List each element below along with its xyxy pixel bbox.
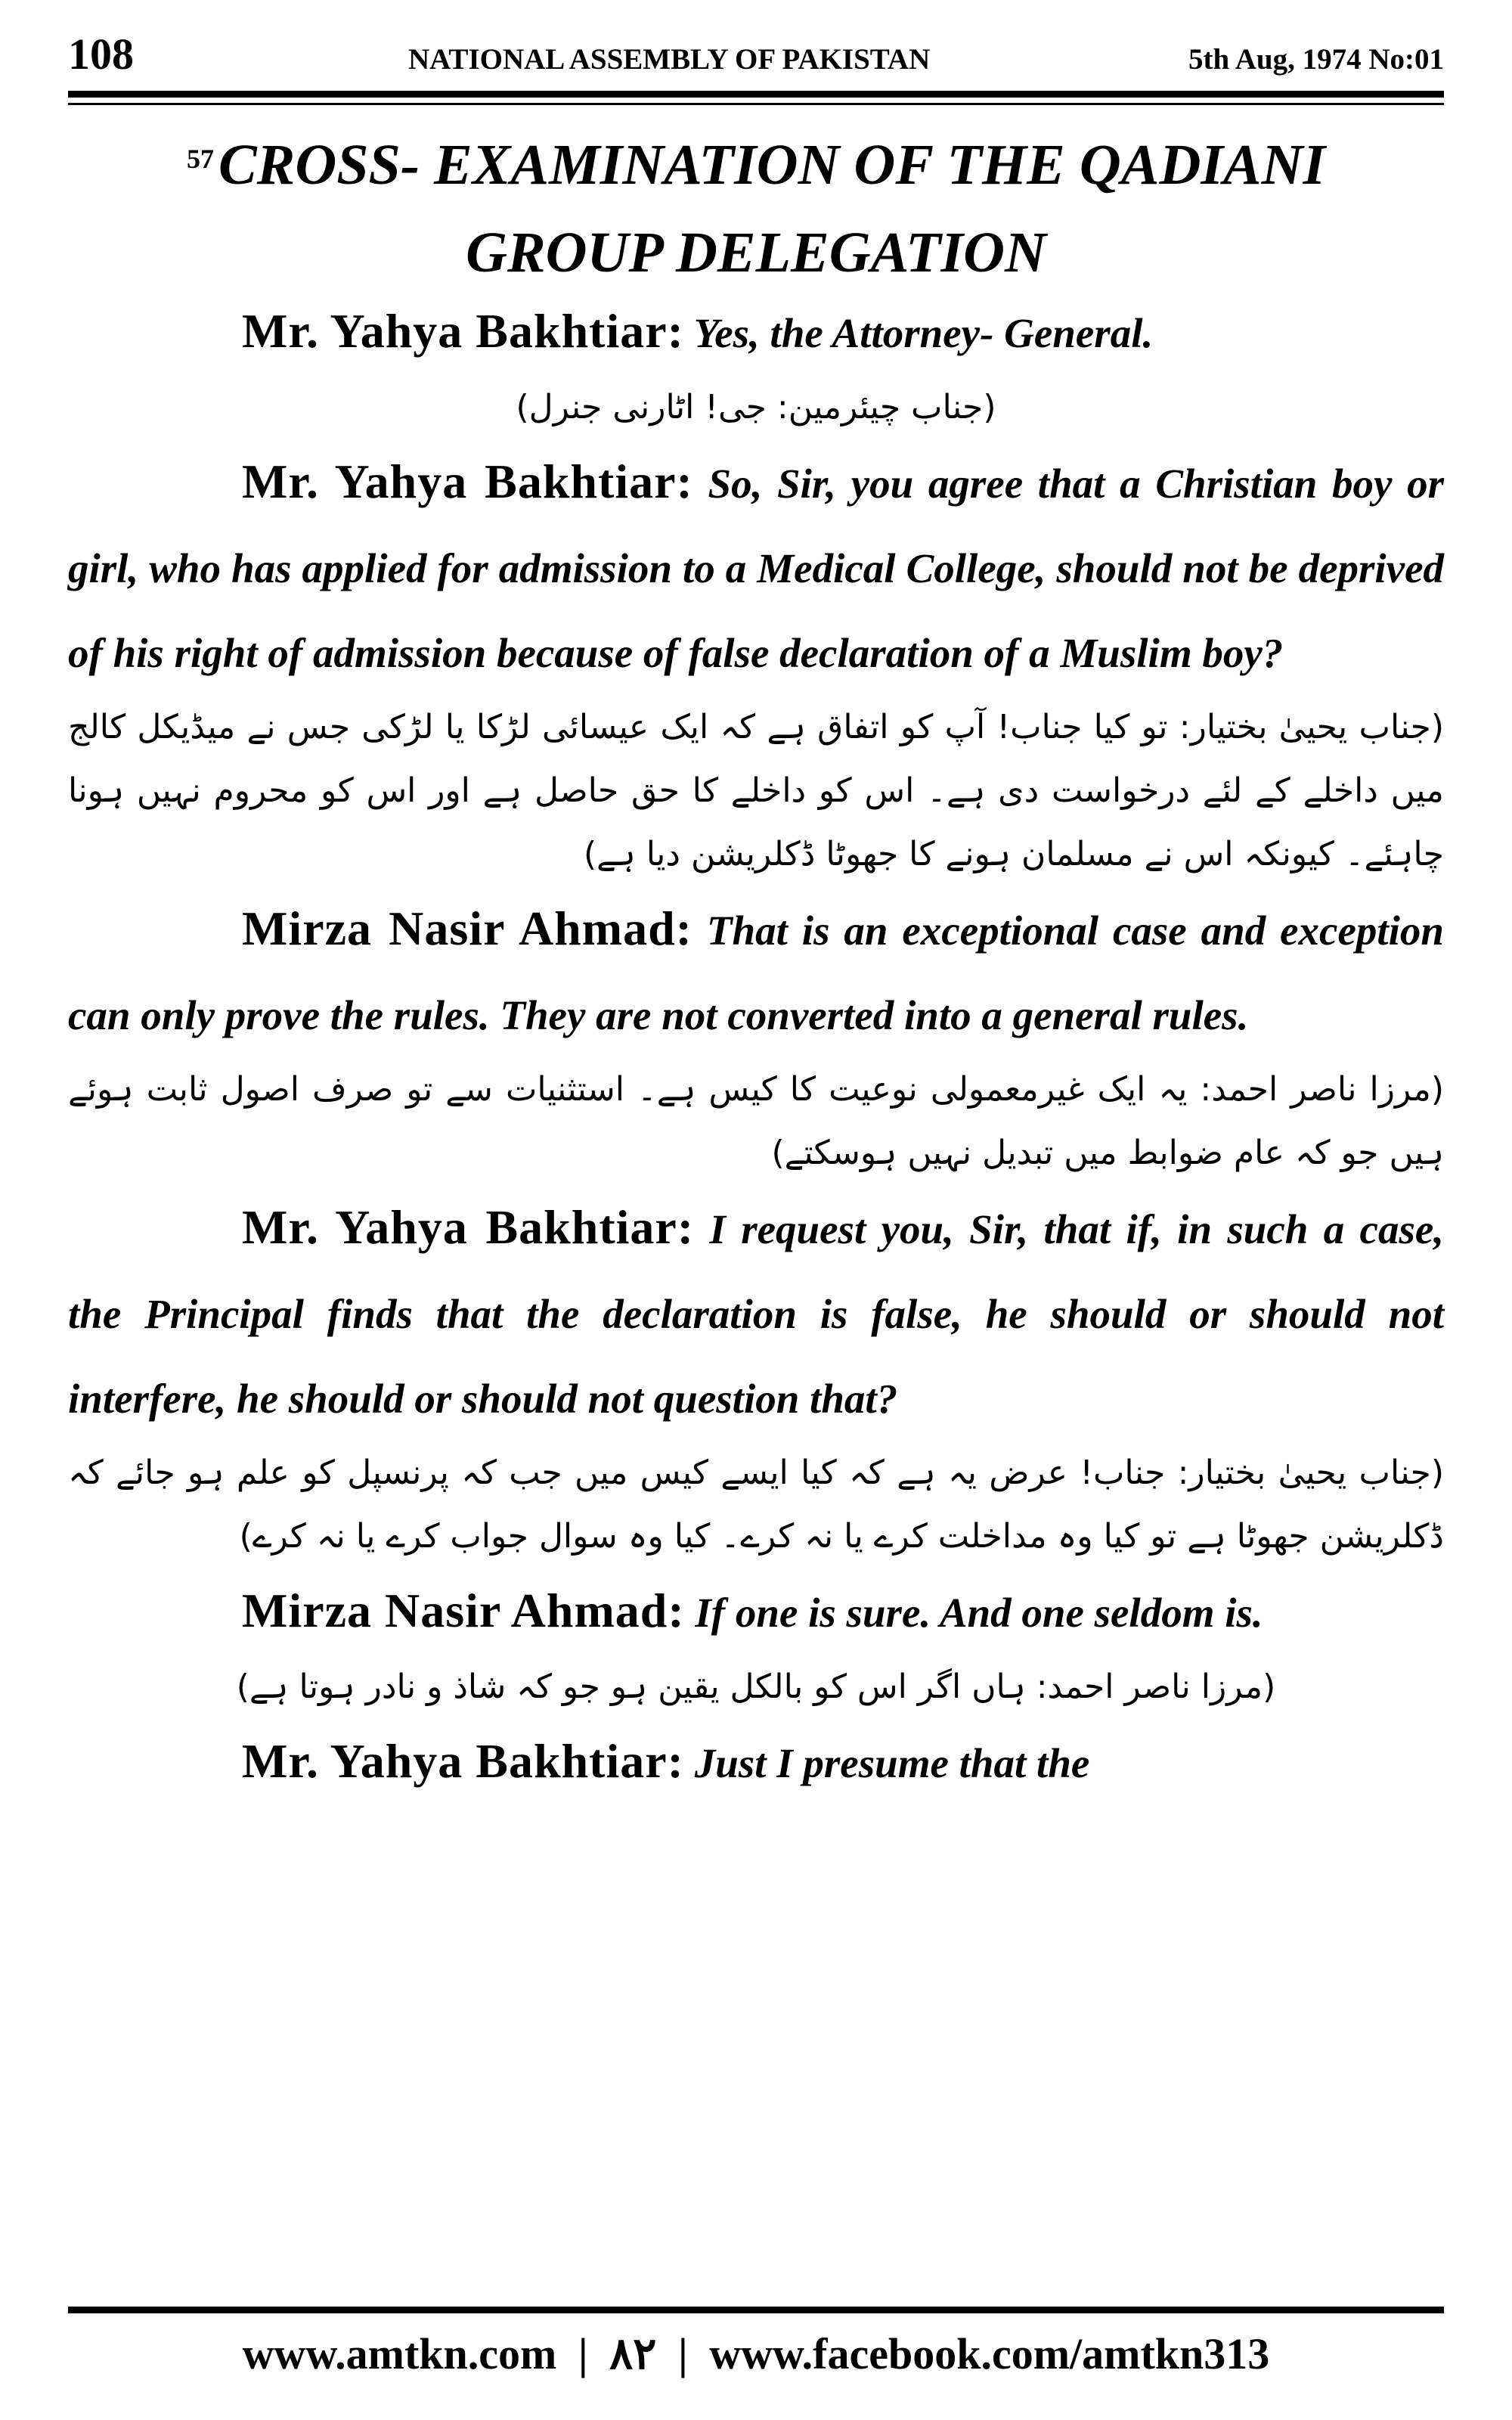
speech-text: I request you, Sir, that if, in such a case, the Principal finds that the declaration is false, he should or should not interfere, he should or should not question that? bbox=[68, 1206, 1445, 1422]
transcript-body bbox=[68, 289, 1444, 1806]
page-number: 108 bbox=[68, 29, 134, 79]
speech-text: If one is sure. And one seldom is. bbox=[684, 1590, 1263, 1636]
english-paragraph bbox=[68, 439, 1444, 696]
title-line-2: GROUP DELEGATION bbox=[466, 221, 1046, 284]
title-line-1 bbox=[68, 121, 1444, 209]
footer-website-link[interactable]: www.amtkn.com bbox=[242, 2329, 557, 2378]
section-title bbox=[68, 121, 1444, 296]
title-text-1: CROSS- EXAMINATION OF THE QADIANI bbox=[218, 133, 1326, 197]
urdu-paragraph: (جناب چیئرمین: جی! اٹارنی جنرل) bbox=[516, 388, 996, 427]
english-paragraph bbox=[68, 1185, 1444, 1441]
page-header bbox=[68, 30, 1444, 83]
english-paragraph bbox=[68, 1719, 1444, 1806]
running-title: NATIONAL ASSEMBLY OF PAKISTAN bbox=[408, 43, 931, 76]
english-paragraph bbox=[68, 1568, 1444, 1655]
speaker-name: Mirza Nasir Ahmad: bbox=[242, 1584, 685, 1637]
footer-rule bbox=[68, 2307, 1444, 2313]
urdu-paragraph: (جناب یحییٰ بختیار: جناب! عرض یہ ہے کہ کیا ایسے کیس میں جب کہ پرنسپل کو علم ہو جائے کہ ڈکلریشن جھوٹا ہے تو کیا وہ مداخلت کرے یا نہ کرے۔ کیا وہ سوال جواب کرے یا نہ کرے) bbox=[68, 1454, 1444, 1556]
speech-text: Yes, the Attorney- General. bbox=[683, 310, 1154, 356]
urdu-paragraph: (مرزا ناصر احمد: یہ ایک غیرمعمولی نوعیت کا کیس ہے۔ استثنیات سے تو صرف اصول ثابت ہوئے ہیں جو کہ عام ضوابط میں تبدیل نہیں ہوسکتے) bbox=[68, 1070, 1444, 1172]
english-paragraph bbox=[68, 289, 1444, 376]
speaker-name: Mirza Nasir Ahmad: bbox=[242, 901, 692, 955]
speech-text: Just I presume that the bbox=[683, 1740, 1090, 1786]
urdu-paragraph: (مرزا ناصر احمد: ہاں اگر اس کو بالکل یقین ہو جو کہ شاذ و نادر ہوتا ہے) bbox=[236, 1668, 1276, 1706]
speaker-name: Mr. Yahya Bakhtiar: bbox=[242, 1200, 695, 1254]
speaker-name: Mr. Yahya Bakhtiar: bbox=[242, 304, 684, 358]
speech-text: That is an exceptional case and exception can only prove the rules. They are not converted into a general rules. bbox=[68, 908, 1445, 1038]
footer-page-marker: ۸۲ bbox=[609, 2329, 657, 2378]
page-footer bbox=[68, 2328, 1444, 2381]
footnote-marker: 57 bbox=[186, 144, 214, 174]
speech-text: So, Sir, you agree that a Christian boy or girl, who has applied for admission to a Medical College, should not be deprived of his right of admission because of false declaration of a Muslim boy? bbox=[68, 461, 1445, 676]
footer-facebook-link[interactable]: www.facebook.com/amtkn313 bbox=[709, 2329, 1270, 2378]
issue-date: 5th Aug, 1974 No:01 bbox=[1188, 43, 1444, 76]
footer-separator: | bbox=[677, 2329, 688, 2378]
header-rule-thick bbox=[68, 91, 1444, 98]
speaker-name: Mr. Yahya Bakhtiar: bbox=[242, 1734, 684, 1788]
speaker-name: Mr. Yahya Bakhtiar: bbox=[242, 455, 693, 508]
urdu-paragraph: (جناب یحییٰ بختیار: تو کیا جناب! آپ کو اتفاق ہے کہ ایک عیسائی لڑکا یا لڑکی جس نے میڈیکل کالج میں داخلے کے لئے درخواست دی ہے۔ اس کو داخلے کا حق حاصل ہے اور اس کو محروم نہیں ہونا چاہئے۔ کیونکہ اس نے مسلمان ہونے کا جھوٹا ڈکلریشن دیا ہے) bbox=[68, 708, 1444, 873]
header-rule-thin bbox=[68, 103, 1444, 105]
english-paragraph bbox=[68, 886, 1444, 1058]
footer-separator: | bbox=[578, 2329, 588, 2378]
